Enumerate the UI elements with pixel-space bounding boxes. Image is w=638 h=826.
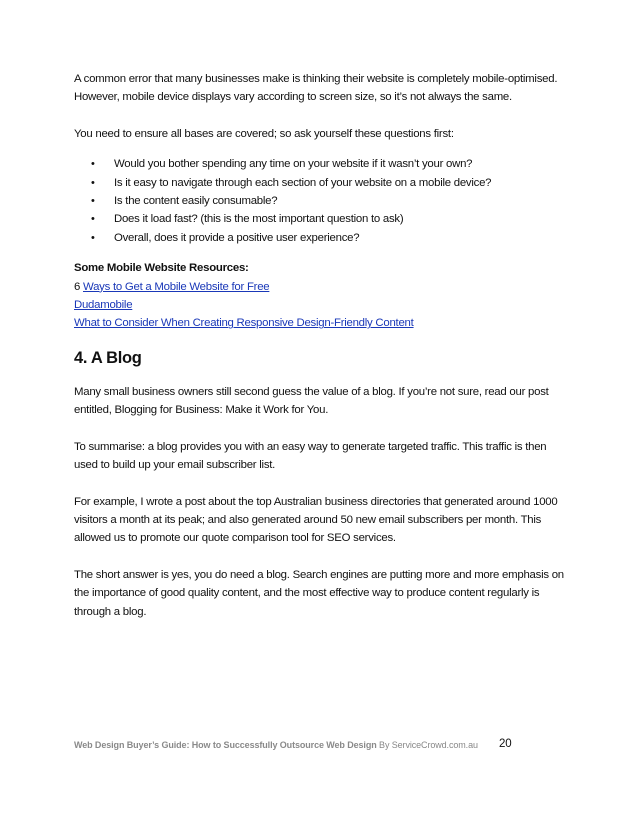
bullet-icon: • <box>91 213 95 226</box>
blog-paragraph-1: Many small business owners still second guess the value of a blog. If you’re not sure, read our post entitled, Blogging for Business: Make it Work for You. <box>74 385 549 417</box>
footer-byline: By ServiceCrowd.com.au <box>376 740 478 750</box>
intro-paragraph-2: You need to ensure all bases are covered; so ask yourself these questions first: <box>74 127 454 140</box>
section-heading: 4. A Blog <box>74 348 142 367</box>
footer-title: Web Design Buyer’s Guide: How to Successfully Outsource Web Design <box>74 740 377 750</box>
blog-paragraph-3: For example, I wrote a post about the top Australian business directories that generated around 1000 visitors a month at its peak; and also generated around 50 new email subscribers per month. This allowed us to promote our quote comparison tool for SEO services. <box>74 495 558 545</box>
resource-line-2 <box>74 296 564 314</box>
resource-link-dudamobile[interactable]: Dudamobile <box>74 299 133 312</box>
bullet-icon: • <box>91 231 95 244</box>
list-item: • Does it load fast? (this is the most important question to ask) <box>74 210 564 228</box>
resource-link-free-mobile-website[interactable]: Ways to Get a Mobile Website for Free <box>83 280 270 293</box>
resource-link-responsive-design[interactable]: What to Consider When Creating Responsive Design-Friendly Content <box>74 317 414 330</box>
resource-line-1: 6 Ways to Get a Mobile Website for Free <box>74 280 270 293</box>
list-item: • Overall, does it provide a positive user experience? <box>74 229 564 247</box>
page-footer <box>74 740 564 750</box>
questions-list <box>74 155 564 247</box>
list-item: • Is it easy to navigate through each section of your website on a mobile device? <box>74 174 564 192</box>
list-item: • Is the content easily consumable? <box>74 192 564 210</box>
page-body <box>74 70 564 621</box>
resource-line-3 <box>74 314 564 332</box>
blog-paragraph-4: The short answer is yes, you do need a blog. Search engines are putting more and more emphasis on the importance of good quality content, and the most effective way to produce content regularly is through a blog. <box>74 568 564 618</box>
bullet-icon: • <box>91 195 95 208</box>
bullet-icon: • <box>91 176 95 189</box>
bullet-icon: • <box>91 158 95 171</box>
blog-paragraph-2: To summarise: a blog provides you with an easy way to generate targeted traffic. This traffic is then used to build up your email subscriber list. <box>74 440 547 472</box>
intro-paragraph-1: A common error that many businesses make is thinking their website is completely mobile-optimised. However, mobile device displays vary according to screen size, so it’s not always the same. <box>74 73 558 104</box>
resources-heading: Some Mobile Website Resources: <box>74 262 249 275</box>
list-item: • Would you bother spending any time on your website if it wasn’t your own? <box>74 155 564 173</box>
page-number: 20 <box>499 738 512 750</box>
